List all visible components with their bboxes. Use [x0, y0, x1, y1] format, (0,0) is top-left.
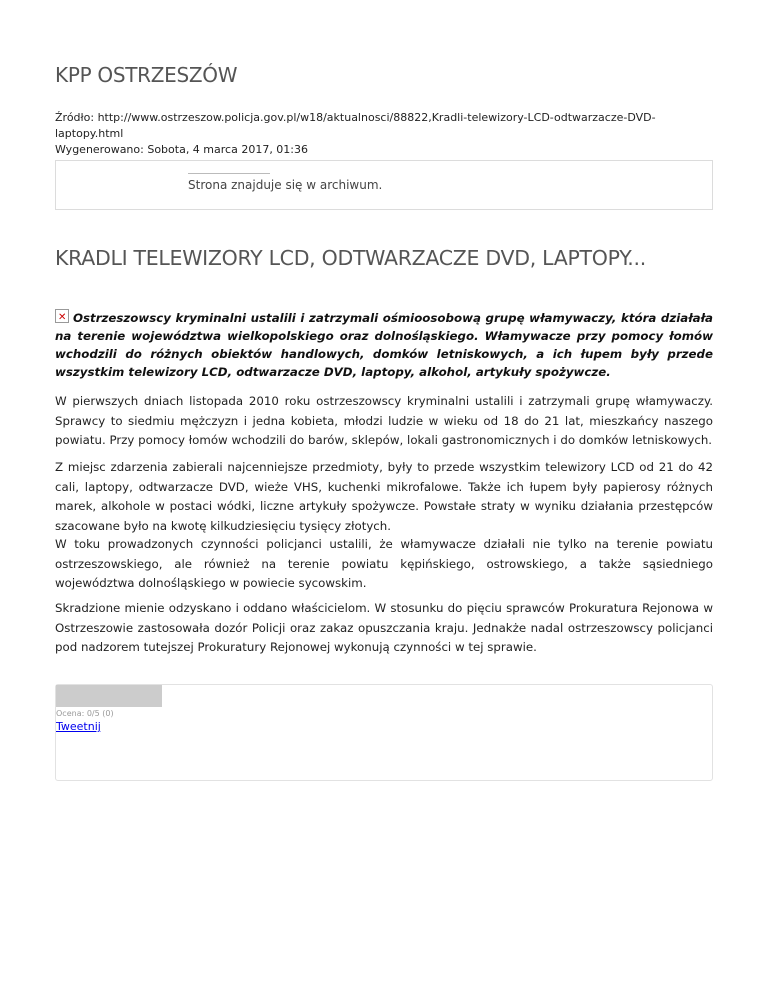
archive-notice-box [55, 160, 713, 210]
source-url-line: Źródło: http://www.ostrzeszow.policja.gov.pl/w18/aktualnosci/88822,Kradli-telewizory-LCD-odtwarzacze-DVD-laptopy.html [55, 111, 656, 140]
source-meta [55, 110, 713, 158]
site-title: KPP OSTRZESZÓW [55, 63, 238, 87]
article-paragraph: W toku prowadzonych czynności policjanci ustalili, że włamywacze działali nie tylko na terenie powiatu ostrzeszowskiego, ale również na terenie powiatu kępińskiego, ostrowskiego, a także sąsiedniego województwa dolnośląskiego w powiecie sycowskim. [55, 537, 713, 590]
broken-image-icon [55, 309, 69, 323]
archive-notice-text: Strona znajduje się w archiwum. [188, 178, 383, 192]
rating-box [55, 684, 713, 781]
article-lead-text: Ostrzeszowscy kryminalni ustalili i zatrzymali ośmioosobową grupę włamywaczy, która działała na terenie województwa wielkopolskiego oraz dolnośląskiego. Włamywacze przy pomocy łomów wchodzili do różnych obiektów handlowych, domków letniskowych, a ich łupem były przede wszystkim telewizory LCD, odtwarzacze DVD, laptopy, alkohol, artykuły spożywcze. [55, 311, 713, 379]
article-lead [55, 309, 713, 381]
article-paragraph: Skradzione mienie odzyskano i oddano właścicielom. W stosunku do pięciu sprawców Prokuratura Rejonowa w Ostrzeszowie zastosowała dozór Policji oraz zakaz opuszczania kraju. Jednakże nadal ostrzeszowscy policjanci pod nadzorem tutejszej Prokuratury Rejonowej wykonują czynności w tej sprawie. [55, 601, 713, 654]
article-paragraph: Z miejsc zdarzenia zabierali najcenniejsze przedmioty, były to przede wszystkim telewizory LCD od 21 do 42 cali, laptopy, odtwarzacze DVD, wieże VHS, kuchenki mikrofalowe. Także ich łupem były papierosy różnych marek, alkohole w postaci wódki, liczne artykuły spożywcze. Powstałe straty w wyniku działania przestępców szacowane było na kwotę kilkudziesięciu tysięcy złotych. [55, 460, 713, 533]
rating-label: Ocena: 0/5 (0) [56, 709, 114, 718]
generated-date-line: Wygenerowano: Sobota, 4 marca 2017, 01:36 [55, 143, 309, 156]
tweet-link[interactable]: Tweetnij [56, 720, 101, 733]
archive-divider [188, 173, 270, 174]
rating-bar[interactable] [56, 685, 162, 707]
article-title: KRADLI TELEWIZORY LCD, ODTWARZACZE DVD, LAPTOPY... [55, 246, 646, 270]
article-paragraph: W pierwszych dniach listopada 2010 roku ostrzeszowscy kryminalni ustalili i zatrzymali grupę włamywaczy. Sprawcy to siedmiu mężczyzn i jedna kobieta, młodzi ludzie w wieku od 18 do 21 lat, mieszkańcy naszego powiatu. Przy pomocy łomów wchodzili do barów, sklepów, lokali gastronomicznych i do domków letniskowych. [55, 394, 713, 447]
